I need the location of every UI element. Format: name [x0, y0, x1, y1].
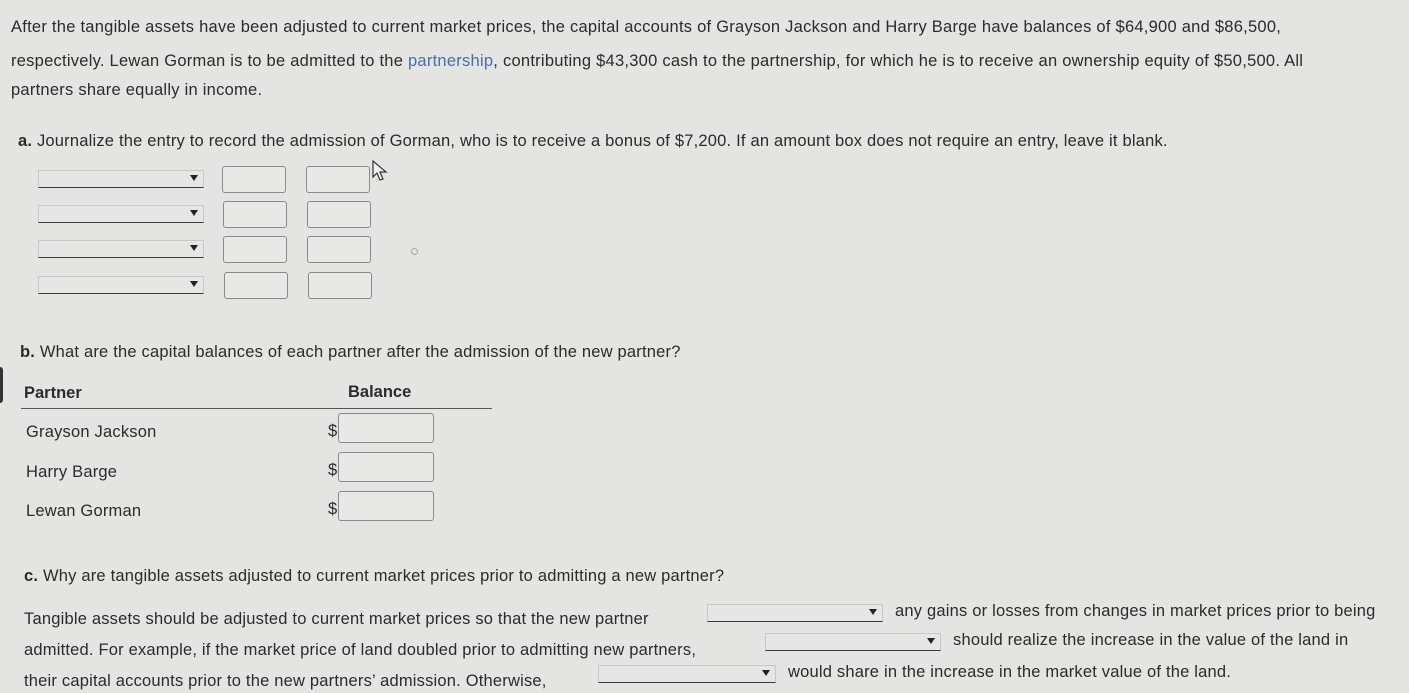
dollar-sign: $	[328, 461, 338, 479]
journal-debit-input-1[interactable]	[222, 166, 286, 193]
part-c-sentence-2-start: admitted. For example, if the market price of land doubled prior to admitting new partners,	[24, 641, 697, 659]
part-b-label: b.	[20, 343, 36, 361]
part-a-text: Journalize the entry to record the admission of Gorman, who is to receive a bonus of $7,200. If an amount box does not require an entry, leave it blank.	[36, 132, 1168, 150]
intro-line-2	[11, 53, 1303, 70]
journal-account-select-2[interactable]	[38, 205, 204, 223]
header-divider	[21, 408, 492, 409]
part-c-sentence-2-end: should realize the increase in the value of the land in	[953, 631, 1349, 649]
journal-account-select-4[interactable]	[38, 276, 204, 294]
chevron-down-icon	[190, 175, 198, 181]
chevron-down-icon	[190, 245, 198, 251]
part-c-dropdown-3[interactable]	[598, 665, 776, 683]
part-c-sentence-3-start: their capital accounts prior to the new partners’ admission. Otherwise,	[24, 672, 547, 690]
part-a-label: a.	[18, 132, 33, 150]
dollar-sign: $	[328, 422, 338, 440]
partner-name: Harry Barge	[26, 463, 118, 481]
left-edge-marker	[0, 367, 3, 403]
partner-name: Grayson Jackson	[26, 423, 157, 441]
intro-line-3: partners share equally in income.	[11, 81, 263, 99]
chevron-down-icon	[762, 670, 770, 676]
part-c-question	[24, 567, 724, 586]
journal-credit-input-3[interactable]	[307, 236, 371, 263]
part-c-dropdown-2[interactable]	[765, 633, 941, 651]
partnership-link[interactable]: partnership	[407, 52, 494, 70]
mouse-cursor-icon	[372, 160, 390, 182]
part-b-text: What are the capital balances of each partner after the admission of the new partner?	[39, 343, 681, 361]
part-c-label: c.	[24, 567, 39, 585]
journal-debit-input-2[interactable]	[223, 201, 287, 228]
chevron-down-icon	[190, 281, 198, 287]
journal-credit-input-4[interactable]	[308, 272, 372, 299]
intro-line-2-start: respectively. Lewan Gorman is to be admitted to the	[11, 52, 404, 70]
intro-line-1: After the tangible assets have been adjusted to current market prices, the capital accounts of Grayson Jackson and Harry Barge have balances of $64,900 and $86,500,	[11, 18, 1282, 36]
journal-debit-input-4[interactable]	[224, 272, 288, 299]
chevron-down-icon	[190, 210, 198, 216]
part-b-question	[20, 343, 681, 362]
part-c-sentence-3-end: would share in the increase in the market value of the land.	[788, 663, 1232, 681]
journal-credit-input-1[interactable]	[306, 166, 370, 193]
intro-line-2-end: , contributing $43,300 cash to the partnership, for which he is to receive an ownership equity of $50,500. All	[493, 52, 1304, 70]
balance-input-lewan-gorman[interactable]	[338, 491, 434, 521]
part-c-sentence-1-start: Tangible assets should be adjusted to current market prices so that the new partner	[24, 610, 649, 628]
balance-input-grayson-jackson[interactable]	[338, 413, 434, 443]
partner-name: Lewan Gorman	[26, 502, 142, 520]
journal-debit-input-3[interactable]	[223, 236, 287, 263]
part-a-question	[18, 132, 1168, 151]
chevron-down-icon	[869, 609, 877, 615]
col-header-balance: Balance	[348, 383, 412, 401]
chevron-down-icon	[927, 638, 935, 644]
part-c-dropdown-1[interactable]	[707, 604, 883, 622]
journal-account-select-1[interactable]	[38, 170, 204, 188]
balance-input-harry-barge[interactable]	[338, 452, 434, 482]
journal-credit-input-2[interactable]	[307, 201, 371, 228]
part-c-sentence-1-end: any gains or losses from changes in market prices prior to being	[895, 602, 1376, 620]
decorative-dot-icon	[411, 248, 418, 255]
journal-account-select-3[interactable]	[38, 240, 204, 258]
dollar-sign: $	[328, 500, 338, 518]
col-header-partner: Partner	[24, 384, 82, 402]
part-c-text: Why are tangible assets adjusted to current market prices prior to admitting a new partner?	[42, 567, 725, 585]
